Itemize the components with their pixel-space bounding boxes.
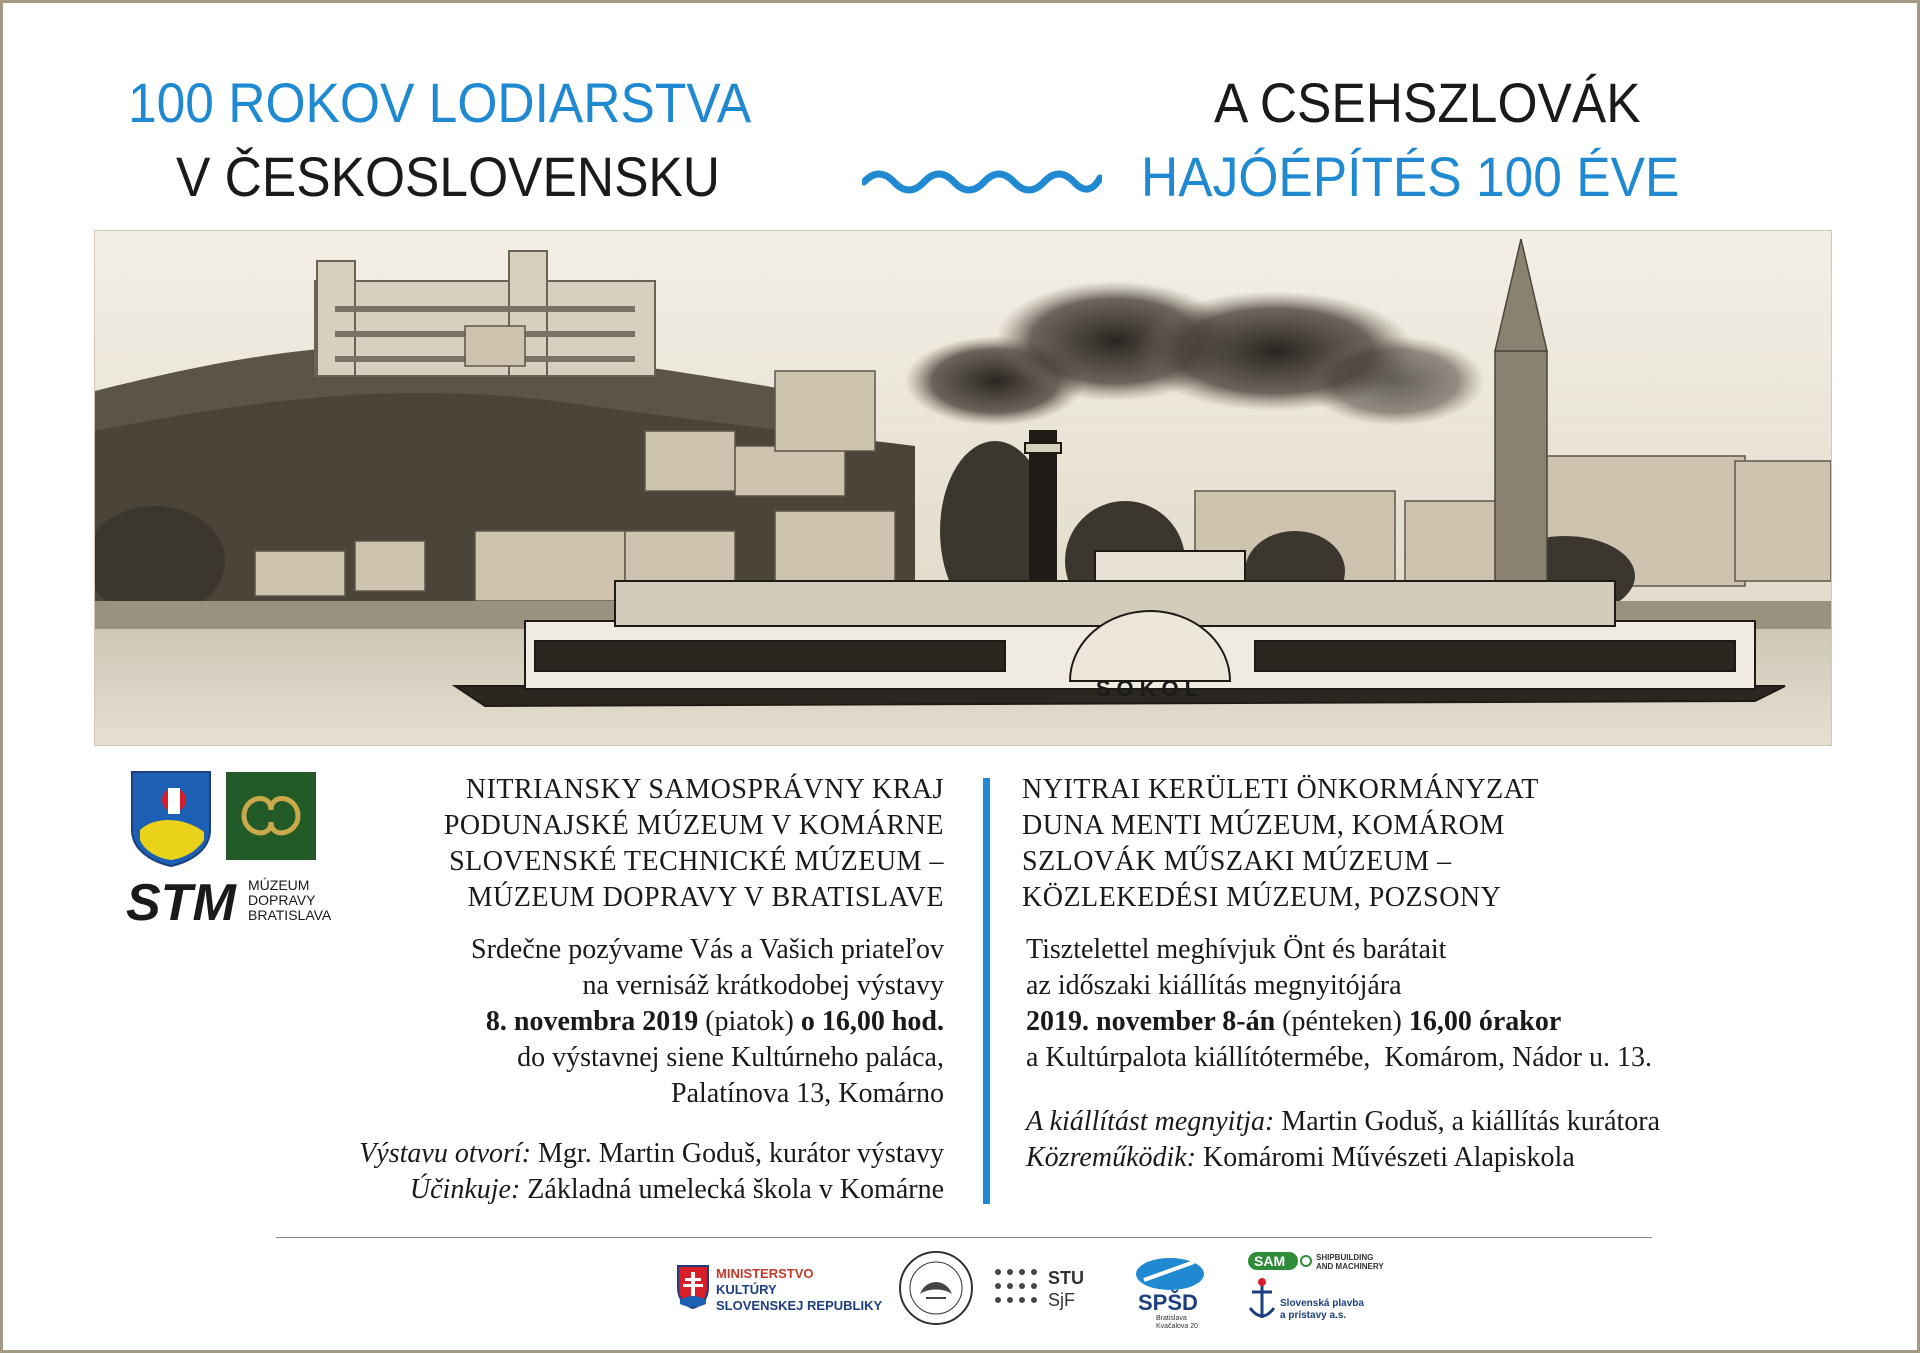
spsd-sub1: Bratislava [1156, 1315, 1187, 1322]
sponsor-ministry [676, 1262, 886, 1327]
title-sk-line2: V ČESKOSLOVENSKU [176, 145, 721, 208]
sk-invitation [300, 932, 944, 1112]
sponsor-stu [992, 1264, 1102, 1319]
ministry-line3: SLOVENSKEJ REPUBLIKY [716, 1298, 883, 1313]
bratislava-river-scene [95, 231, 1831, 745]
slovak-coat-of-arms-icon [678, 1266, 708, 1308]
sk-date-day: (piatok) [698, 1006, 801, 1037]
hu-performs-line [1026, 1140, 1806, 1176]
spsd-logo [1134, 1254, 1214, 1330]
spsd-sub2: Kvačalova 20 [1156, 1323, 1199, 1330]
sk-opens-line [300, 1136, 944, 1172]
hu-performs-value: Komáromi Művészeti Alapiskola [1196, 1142, 1575, 1173]
hu-opens-label: A kiállítást megnyitja: [1026, 1106, 1275, 1137]
sponsor-university-seal [896, 1248, 976, 1333]
podunajske-muzeum-logo-icon [226, 772, 316, 860]
title-sk-line1: 100 ROKOV LODIARSTVA [128, 71, 752, 134]
stm-line1: MÚZEUM [248, 877, 310, 893]
sk-date-bold2: o 16,00 hod. [800, 1006, 944, 1037]
hu-organizer-1: NYITRAI KERÜLETI ÖNKORMÁNYZAT [1022, 774, 1539, 805]
historic-photo [94, 230, 1832, 746]
sponsor-spsd [1134, 1254, 1214, 1335]
footer-divider [276, 1237, 1652, 1238]
hu-invitation [1026, 932, 1806, 1076]
sk-organizer-1: NITRIANSKY SAMOSPRÁVNY KRAJ [465, 774, 944, 805]
sk-place-line2: Palatínova 13, Komárno [671, 1078, 944, 1109]
sk-invite-line1: Srdečne pozývame Vás a Vašich priateľov [471, 934, 944, 965]
hu-invite-line2: az időszaki kiállítás megnyitójára [1026, 970, 1402, 1001]
hu-opens-line [1026, 1104, 1806, 1140]
sam-text1: SHIPBUILDING [1316, 1253, 1374, 1262]
sam-plavba-logos [1246, 1250, 1426, 1330]
hu-date-bold2: 16,00 órakor [1408, 1006, 1562, 1037]
stm-line2: DOPRAVY [248, 892, 316, 908]
hu-date-bold1: 2019. november 8-án [1026, 1006, 1276, 1037]
title-hu-line2: HAJÓÉPÍTÉS 100 ÉVE [1141, 145, 1680, 208]
hu-organizers [1022, 772, 1622, 916]
region-and-museum-logos [126, 770, 356, 950]
wave-divider [862, 160, 1102, 200]
sk-opens-label: Výstavu otvorí: [359, 1138, 532, 1169]
ministry-line2: KULTÚRY [716, 1282, 777, 1297]
title-hu-line1: A CSEHSZLOVÁK [1214, 71, 1641, 134]
sk-organizer-3: SLOVENSKÉ TECHNICKÉ MÚZEUM – [449, 846, 944, 877]
spsd-name: SPŠD [1138, 1290, 1198, 1315]
hu-performs-label: Közreműködik: [1026, 1142, 1197, 1173]
sk-place-line1: do výstavnej siene Kultúrneho paláca, [517, 1042, 944, 1073]
hu-place-line1: a Kultúrpalota kiállítótermébe, Komárom, Nádor u. 13. [1026, 1042, 1652, 1073]
sk-opens-value: Mgr. Martin Goduš, kurátor výstavy [531, 1138, 944, 1169]
hu-organizer-4: KÖZLEKEDÉSI MÚZEUM, POZSONY [1022, 882, 1502, 913]
ministry-line1: MINISTERSTVO [716, 1266, 814, 1281]
stu-line1: STU [1048, 1268, 1084, 1288]
hu-credits [1026, 1104, 1806, 1176]
nitra-coat-of-arms-icon [132, 772, 210, 866]
sponsor-sam-plavba [1246, 1250, 1426, 1335]
sk-credits [300, 1136, 944, 1208]
hu-organizer-3: SZLOVÁK MŰSZAKI MÚZEUM – [1022, 846, 1452, 877]
hu-date-day: (pénteken) [1275, 1006, 1409, 1037]
stu-dots-icon [995, 1269, 1037, 1303]
stm-line3: BRATISLAVA [248, 907, 332, 923]
plavba-line1: Slovenská plavba [1280, 1298, 1364, 1309]
hu-date-line [1026, 1004, 1806, 1040]
stu-line2: SjF [1048, 1290, 1075, 1310]
left-logos [126, 770, 356, 940]
sk-organizer-4: MÚZEUM DOPRAVY V BRATISLAVE [467, 882, 944, 913]
stu-logo [992, 1264, 1102, 1314]
sam-text2: AND MACHINERY [1316, 1262, 1384, 1271]
stm-logo-text: STM [126, 874, 236, 932]
ship-name-label: SOKOL [1095, 676, 1205, 701]
plavba-line2: a prístavy a.s. [1280, 1310, 1347, 1321]
ministry-logo [676, 1262, 886, 1322]
anchor-icon [1250, 1284, 1274, 1318]
hu-invite-line1: Tisztelettel meghívjuk Önt és barátait [1026, 934, 1447, 965]
hu-organizer-2: DUNA MENTI MÚZEUM, KOMÁROM [1022, 810, 1505, 841]
sam-label: SAM [1254, 1253, 1286, 1269]
sk-organizer-2: PODUNAJSKÉ MÚZEUM V KOMÁRNE [443, 810, 944, 841]
hu-opens-value: Martin Goduš, a kiállítás kurátora [1274, 1106, 1661, 1137]
university-seal-icon [896, 1248, 976, 1328]
sk-date-bold1: 8. novembra 2019 [485, 1006, 699, 1037]
sk-performs-label: Účinkuje: [409, 1174, 521, 1205]
sk-date-line [300, 1004, 944, 1040]
sk-performs-line [300, 1172, 944, 1208]
sk-organizers [380, 772, 944, 916]
column-divider [983, 778, 990, 1204]
sk-invite-line2: na vernisáž krátkodobej výstavy [582, 970, 944, 1001]
sk-performs-value: Základná umelecká škola v Komárne [520, 1174, 944, 1205]
